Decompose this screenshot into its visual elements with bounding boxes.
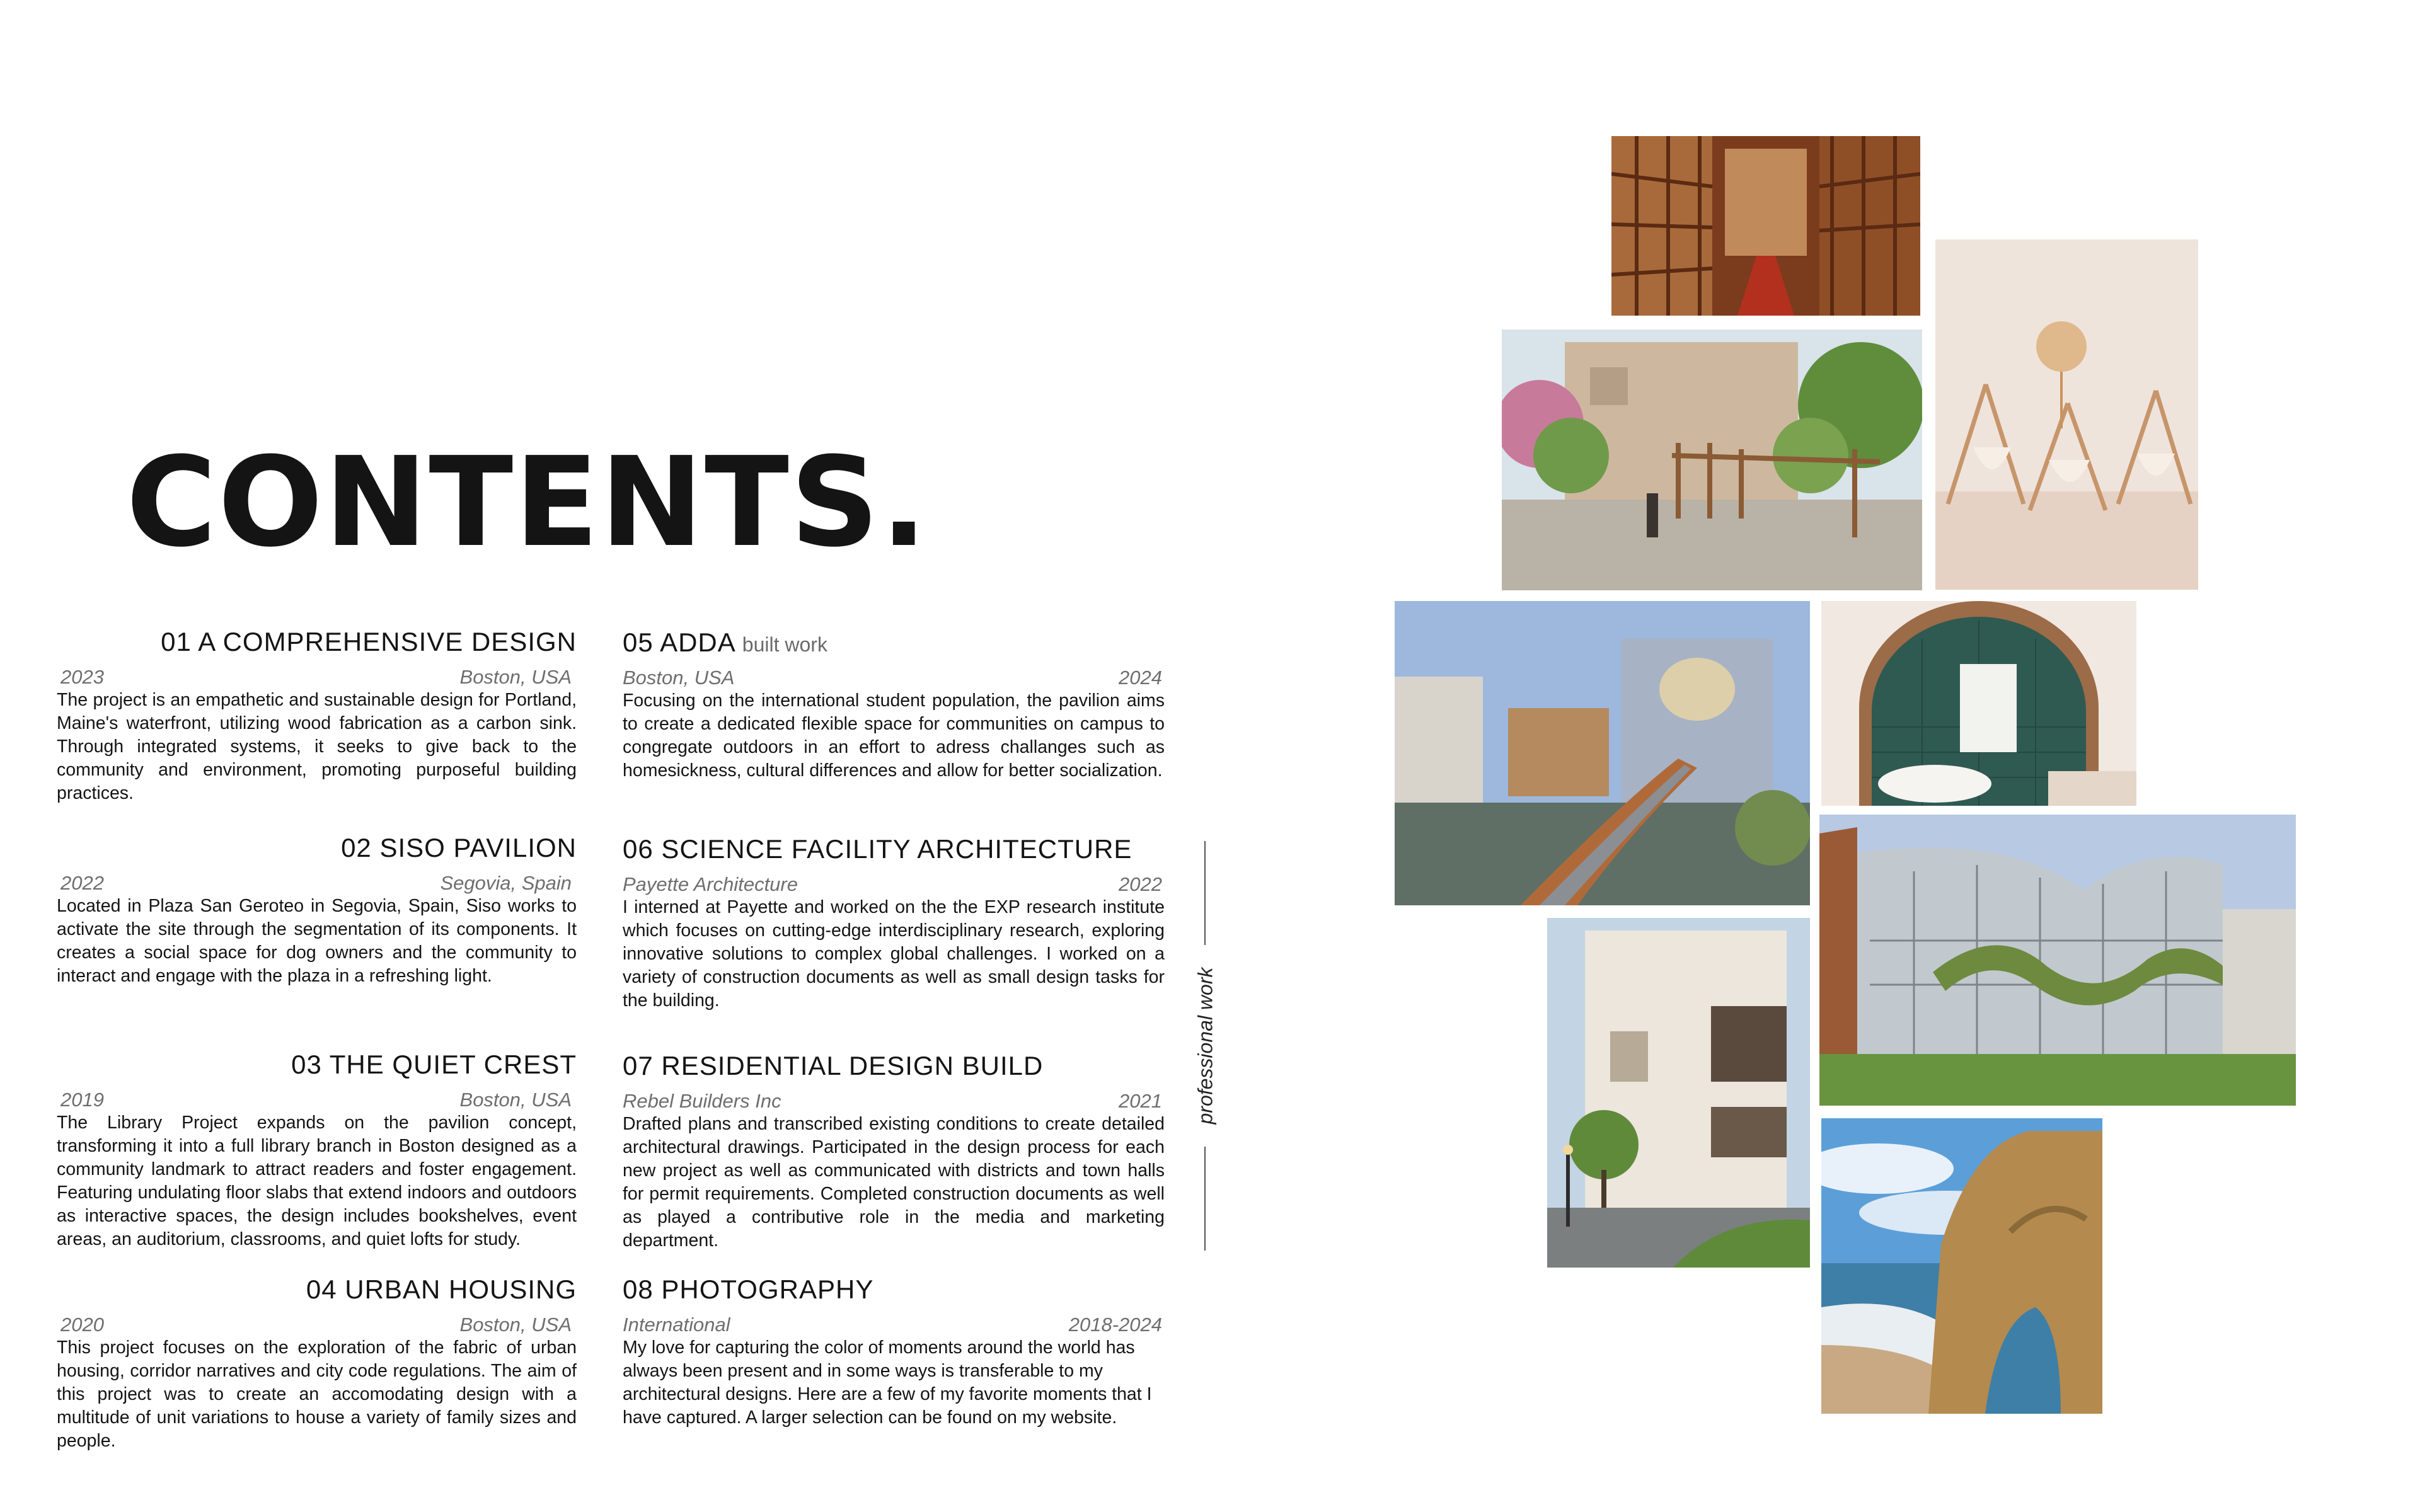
project-year: 2018-2024 bbox=[1068, 1314, 1162, 1336]
project-year: 2019 bbox=[60, 1089, 104, 1111]
project-description: My love for capturing the color of moments around the world has always been present and in some ways is transferable to my architectural designs. Here are a few of my favorite moments that I have captured. A larger selection can be found on my website. bbox=[623, 1337, 1152, 1428]
project-meta bbox=[57, 1314, 577, 1336]
project-heading: 06 SCIENCE FACILITY ARCHITECTURE bbox=[623, 834, 1132, 864]
quiet-crest-library-render[interactable] bbox=[1819, 815, 2296, 1106]
project-year: 2020 bbox=[60, 1314, 104, 1336]
project-description: This project focuses on the exploration of the fabric of urban housing, corridor narratives and city code regulations. The aim of this project was to create an accomodating design with a multitude of unit variations to house a variety of family sizes and people. bbox=[57, 1337, 577, 1452]
project-location: Boston, USA bbox=[459, 1314, 572, 1336]
project-meta bbox=[623, 1314, 1165, 1336]
pavilion-model-photo[interactable] bbox=[1935, 239, 2198, 590]
project-description: Focusing on the international student population, the pavilion aims to create a dedicated flexible space for communities on campus to congregate outdoors in an effort to adress challanges such as homesickness, cultural differences and allow for better socialization. bbox=[623, 690, 1165, 781]
project-entry-02[interactable] bbox=[57, 833, 577, 988]
project-entry-01[interactable] bbox=[57, 627, 577, 805]
project-entry-08[interactable] bbox=[623, 1274, 1165, 1429]
project-location: Segovia, Spain bbox=[440, 872, 572, 895]
project-year: 2023 bbox=[60, 666, 104, 689]
project-meta bbox=[57, 872, 577, 895]
project-entry-05[interactable] bbox=[623, 627, 1165, 782]
library-interior-photo[interactable] bbox=[1611, 136, 1920, 316]
project-meta bbox=[57, 1089, 577, 1111]
project-heading: 02 SISO PAVILION bbox=[341, 833, 577, 862]
bridge-campus-render[interactable] bbox=[1395, 601, 1810, 905]
project-year: 2022 bbox=[60, 872, 104, 895]
project-entry-04[interactable] bbox=[57, 1274, 577, 1453]
project-location: Boston, USA bbox=[623, 667, 735, 689]
page-title: CONTENTS. bbox=[126, 431, 929, 575]
divider-line bbox=[1204, 1147, 1206, 1251]
project-description: Drafted plans and transcribed existing conditions to create detailed architectural drawings. Participated in the design process for each new project as well as communicated with districts and town halls for permit requirements. Completed construction documents as well as played a contributive role in the media and marketing department. bbox=[623, 1114, 1165, 1251]
bathroom-interior-photo[interactable] bbox=[1821, 601, 2136, 806]
plaza-pavilion-render[interactable] bbox=[1502, 329, 1922, 590]
project-meta bbox=[623, 873, 1165, 896]
project-meta bbox=[623, 1090, 1165, 1113]
project-description: The project is an empathetic and sustainable design for Portland, Maine's waterfront, utilizing wood fabrication as a carbon sink. Through integrated systems, it seeks to give back to the community and environment, promoting purposeful building practices. bbox=[57, 690, 577, 804]
urban-housing-render[interactable] bbox=[1547, 918, 1810, 1268]
project-description: I interned at Payette and worked on the the EXP research institute which focuses on cutting-edge interdisciplinary research, exploring innovative solutions to complex global challenges. I worked on a variety of construction documents as well as small design tasks for the building. bbox=[623, 897, 1165, 1011]
project-location: Rebel Builders Inc bbox=[623, 1090, 781, 1113]
project-heading: 05 ADDA built work bbox=[623, 627, 827, 657]
project-description: Located in Plaza San Geroteo in Segovia, Spain, Siso works to activate the site through the segmentation of its components. It creates a social space for dog owners and the community to interact and engage with the plaza in a refreshing light. bbox=[57, 896, 577, 987]
project-entry-07[interactable] bbox=[623, 1051, 1165, 1252]
project-year: 2024 bbox=[1119, 667, 1162, 689]
coastal-arch-photo[interactable] bbox=[1821, 1118, 2102, 1414]
project-entry-03[interactable] bbox=[57, 1050, 577, 1251]
project-tag: built work bbox=[742, 633, 827, 656]
professional-work-label bbox=[1193, 841, 1218, 1251]
project-location: Boston, USA bbox=[459, 666, 572, 689]
project-heading: 01 A COMPREHENSIVE DESIGN bbox=[161, 627, 577, 656]
project-description: The Library Project expands on the pavilion concept, transforming it into a full library branch in Boston designed as a community landmark to attract readers and foster engagement. Featuring undulating floor slabs that extend indoors and outdoors as interactive spaces, the design includes bookshelves, event areas, an auditorium, classrooms, and quiet lofts for study. bbox=[57, 1113, 577, 1250]
project-heading: 03 THE QUIET CREST bbox=[291, 1050, 577, 1079]
project-heading: 08 PHOTOGRAPHY bbox=[623, 1274, 874, 1304]
project-meta bbox=[57, 666, 577, 689]
project-year: 2022 bbox=[1119, 873, 1162, 896]
project-year: 2021 bbox=[1119, 1090, 1162, 1113]
project-location: Payette Architecture bbox=[623, 873, 798, 896]
project-location: International bbox=[623, 1314, 730, 1336]
project-heading: 07 RESIDENTIAL DESIGN BUILD bbox=[623, 1051, 1044, 1080]
side-label-text: professional work bbox=[1194, 960, 1218, 1132]
project-entry-06[interactable] bbox=[623, 834, 1165, 1012]
project-heading: 04 URBAN HOUSING bbox=[306, 1274, 577, 1304]
divider-line bbox=[1204, 841, 1206, 945]
project-location: Boston, USA bbox=[459, 1089, 572, 1111]
project-meta bbox=[623, 667, 1165, 689]
